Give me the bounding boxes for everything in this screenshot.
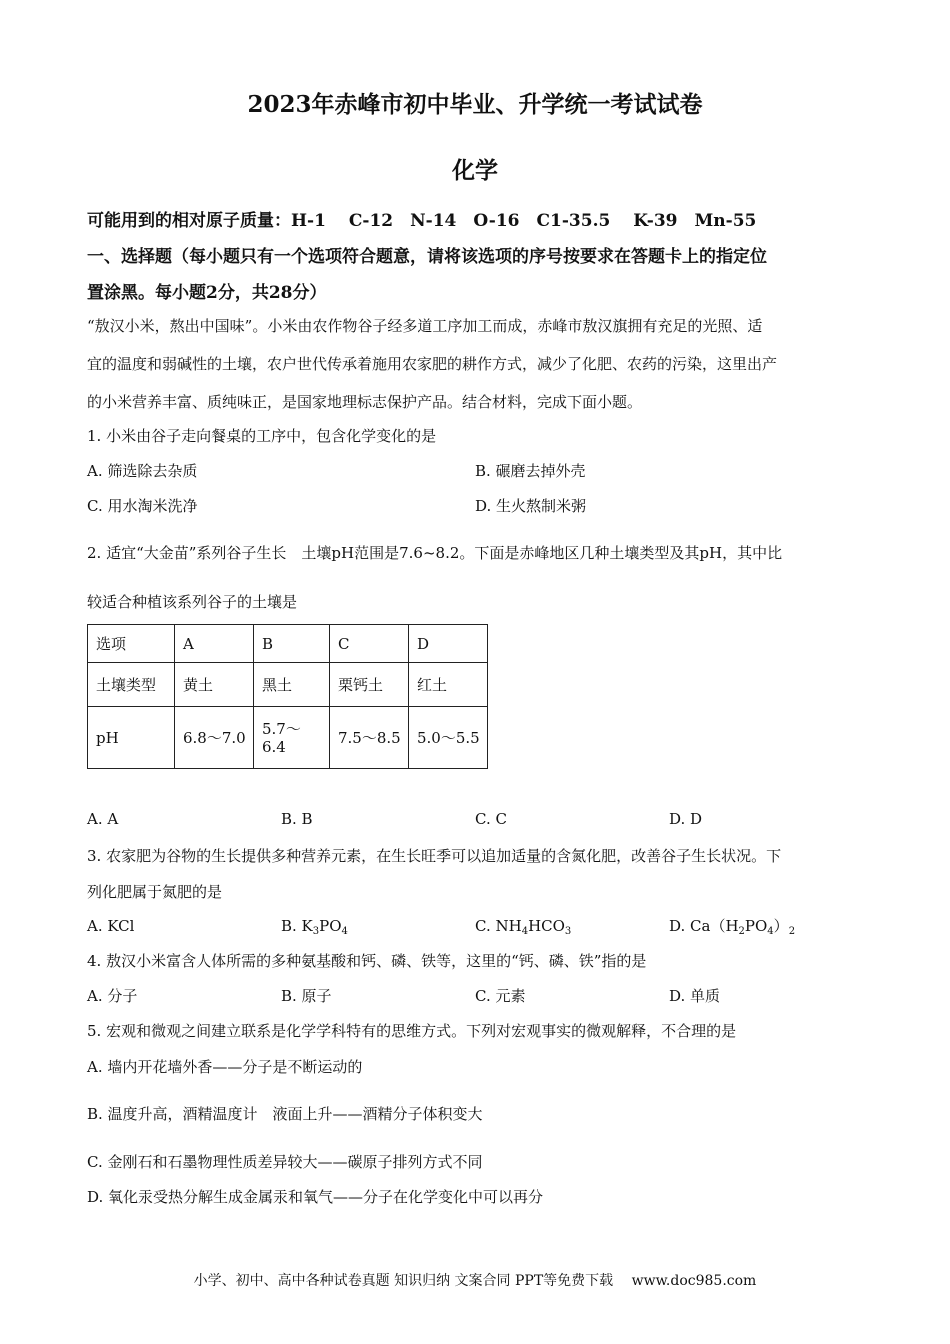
atomic-masses: 可能用到的相对原子质量：H-1 C-12 N-14 O-16 C1-35.5 K-39 Mn-55 [87,211,757,231]
q2-stem-line2: 较适合种植该系列谷子的土壤是 [87,593,298,611]
page-footer: 小学、初中、高中各种试卷真题 知识归纳 文案合同 PPT等免费下载 www.doc985.com [193,1273,757,1289]
q2-option-c: C. C [475,810,507,828]
q2-stem-line1: 2. 适宜“大金苗”系列谷子生长 土壤pH范围是7.6~8.2。下面是赤峰地区几种土壤类型及其pH，其中比 [87,544,783,562]
q5-option-c: C. 金刚石和石墨物理性质差异较大——碳原子排列方式不同 [87,1153,483,1171]
table-cell: 选项 [88,625,175,663]
q5-option-d: D. 氧化汞受热分解生成金属汞和氧气——分子在化学变化中可以再分 [87,1188,544,1206]
table-cell: A [175,625,254,663]
table-cell: D [409,625,488,663]
q4-option-a: A. 分子 [87,987,138,1005]
q1-option-b: B. 碾磨去掉外壳 [475,462,586,480]
q3-option-b: B. $K_3PO_4$ [281,917,348,937]
q1-stem: 1. 小米由谷子走向餐桌的工序中，包含化学变化的是 [87,427,437,445]
q4-option-b: B. 原子 [281,987,332,1005]
table-row [88,707,488,769]
q3-stem-line1: 3. 农家肥为谷物的生长提供多种营养元素，在生长旺季可以追加适量的含氮化肥，改善谷子生长状况。下 [87,847,782,865]
q3-option-a: A. KCl [87,917,135,935]
table-cell: 5.0～5.5 [409,707,488,769]
q3-option-c: C. $NH_4HCO_3$ [475,917,572,937]
table-cell: 土壤类型 [88,663,175,707]
table-cell: 黑土 [254,663,330,707]
q2-option-b: B. B [281,810,313,828]
q4-stem: 4. 敖汉小米富含人体所需的多种氨基酸和钙、磷、铁等，这里的“钙、磷、铁”指的是 [87,952,647,970]
soil-ph-table [87,624,488,769]
table-cell: pH [88,707,175,769]
q1-option-d: D. 生火熬制米粥 [475,497,587,515]
q1-option-a: A. 筛选除去杂质 [87,462,198,480]
passage-line1: “敖汉小米，熬出中国味”。小米由农作物谷子经多道工序加工而成，赤峰市敖汉旗拥有充足的光照、适 [87,317,763,335]
q5-stem: 5. 宏观和微观之间建立联系是化学学科特有的思维方式。下列对宏观事实的微观解释，不合理的是 [87,1022,737,1040]
table-cell: 7.5～8.5 [330,707,409,769]
q1-option-c: C. 用水淘米洗净 [87,497,198,515]
q3-stem-line2: 列化肥属于氮肥的是 [87,883,223,901]
q3-option-d: D. $Ca(H_2PO_4)_2$ [669,917,796,937]
passage-line3: 的小米营养丰富、质纯味正，是国家地理标志保护产品。结合材料，完成下面小题。 [87,393,643,411]
table-cell: 栗钙土 [330,663,409,707]
q4-option-c: C. 元素 [475,987,526,1005]
table-row [88,625,488,663]
section-heading-line1: 一、选择题（每小题只有一个选项符合题意，请将该选项的序号按要求在答题卡上的指定位 [87,247,767,267]
table-cell: B [254,625,330,663]
q5-option-a: A. 墙内开花墙外香——分子是不断运动的 [87,1058,363,1076]
table-cell: 5.7～ 6.4 [254,707,330,769]
subject-title: 化学 [452,157,498,184]
table-row [88,663,488,707]
q2-option-a: A. A [87,810,119,828]
q5-option-b: B. 温度升高，酒精温度计 液面上升——酒精分子体积变大 [87,1105,483,1123]
table-cell: 黄土 [175,663,254,707]
exam-title: 2023年赤峰市初中毕业、升学统一考试试卷 [247,91,703,118]
table-cell: C [330,625,409,663]
passage-line2: 宜的温度和弱碱性的土壤，农户世代传承着施用农家肥的耕作方式，减少了化肥、农药的污染，这里出产 [87,355,778,373]
table-cell: 6.8～7.0 [175,707,254,769]
section-heading-line2: 置涂黑。每小题2分，共28分） [87,283,327,303]
q2-option-d: D. D [669,810,703,828]
table-cell: 红土 [409,663,488,707]
q4-option-d: D. 单质 [669,987,721,1005]
